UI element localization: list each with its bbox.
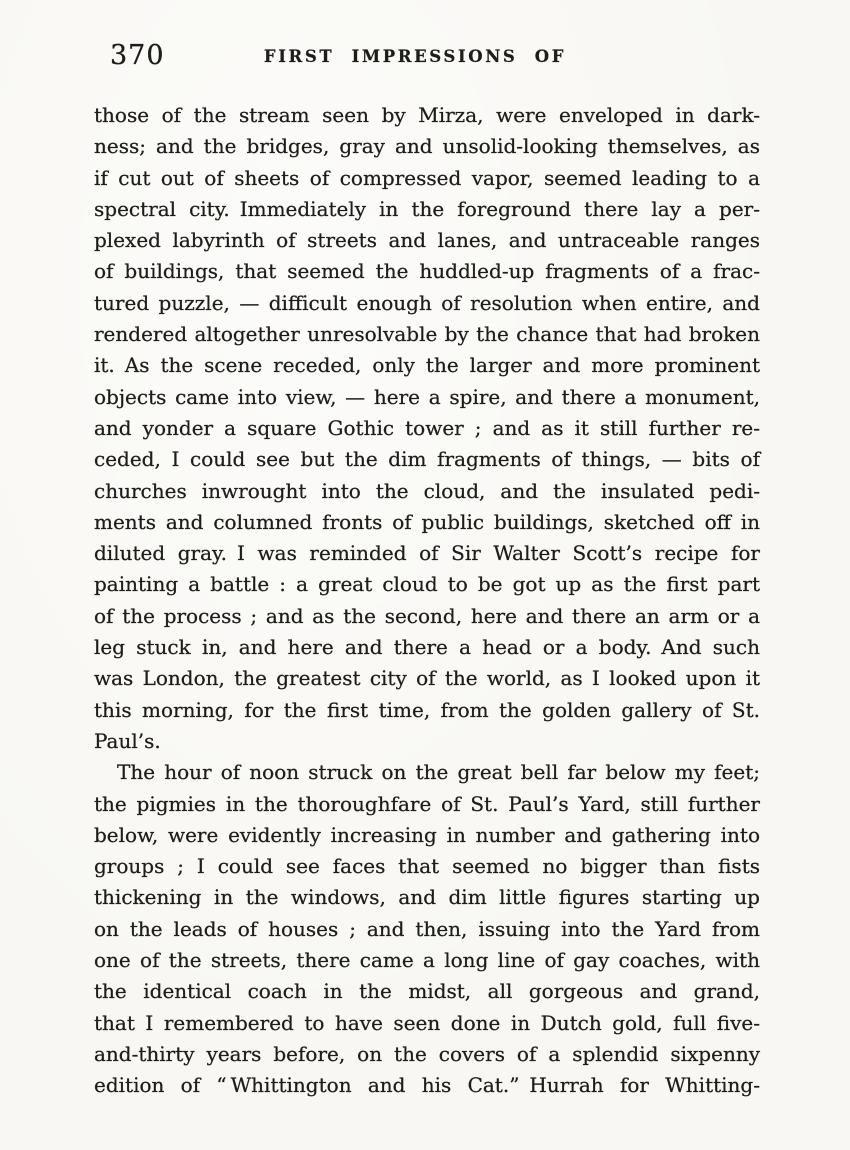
page-number: 370	[110, 40, 165, 71]
text-line: spectral city. Immediately in the foreground there lay a per-	[94, 196, 760, 221]
text-line: groups ; I could see faces that seemed no bigger than fists	[94, 854, 760, 879]
text-line: of the process ; and as the second, here and there an arm or a	[94, 603, 760, 628]
text-line: the pigmies in the thoroughfare of St. Paul’s Yard, still further	[94, 791, 760, 816]
text-line: objects came into view, — here a spire, and there a monument,	[94, 384, 760, 409]
page-header	[0, 40, 850, 80]
text-line: Paul’s.	[94, 728, 161, 753]
text-line: and yonder a square Gothic tower ; and as it still further re-	[94, 415, 760, 440]
text-line: ceded, I could see but the dim fragments of things, — bits of	[94, 447, 760, 472]
text-line: below, were evidently increasing in number and gathering into	[94, 822, 760, 847]
body-text	[94, 100, 760, 1102]
text-line: rendered altogether unresolvable by the chance that had broken	[94, 322, 760, 347]
text-line: churches inwrought into the cloud, and the insulated pedi-	[94, 478, 760, 503]
text-line: leg stuck in, and here and there a head or a body. And such	[94, 635, 760, 660]
text-line: ments and columned fronts of public buildings, sketched off in	[94, 509, 760, 534]
text-line: The hour of noon struck on the great bell far below my feet;	[117, 760, 760, 785]
text-line: the identical coach in the midst, all gorgeous and grand,	[94, 979, 760, 1004]
text-line: diluted gray. I was reminded of Sir Walter Scott’s recipe for	[94, 541, 760, 566]
text-line: plexed labyrinth of streets and lanes, and untraceable ranges	[94, 228, 760, 253]
text-line: thickening in the windows, and dim little figures starting up	[94, 885, 760, 910]
text-line: ness; and the bridges, gray and unsolid-looking themselves, as	[94, 134, 760, 159]
text-line: was London, the greatest city of the world, as I looked upon it	[94, 666, 760, 691]
text-line: and-thirty years before, on the covers of a splendid sixpenny	[94, 1041, 760, 1066]
text-line: of buildings, that seemed the huddled-up fragments of a frac-	[94, 259, 760, 284]
text-line: one of the streets, there came a long line of gay coaches, with	[94, 948, 760, 973]
text-line: that I remembered to have seen done in Dutch gold, full five-	[94, 1010, 760, 1035]
text-line: edition of “ Whittington and his Cat.” Hurrah for Whitting-	[94, 1073, 760, 1098]
paragraph	[94, 100, 760, 757]
running-header-title: FIRST IMPRESSIONS OF	[263, 47, 567, 66]
text-line: painting a battle : a great cloud to be got up as the first part	[94, 572, 760, 597]
text-line: tured puzzle, — difficult enough of resolution when entire, and	[94, 290, 760, 315]
text-line: those of the stream seen by Mirza, were enveloped in dark-	[94, 103, 760, 127]
text-line: on the leads of houses ; and then, issuing into the Yard from	[94, 916, 760, 941]
paragraph	[94, 757, 760, 1101]
text-line: it. As the scene receded, only the larger and more prominent	[94, 353, 760, 378]
text-line: this morning, for the first time, from the golden gallery of St.	[94, 697, 760, 722]
text-line: if cut out of sheets of compressed vapor, seemed leading to a	[94, 165, 760, 190]
